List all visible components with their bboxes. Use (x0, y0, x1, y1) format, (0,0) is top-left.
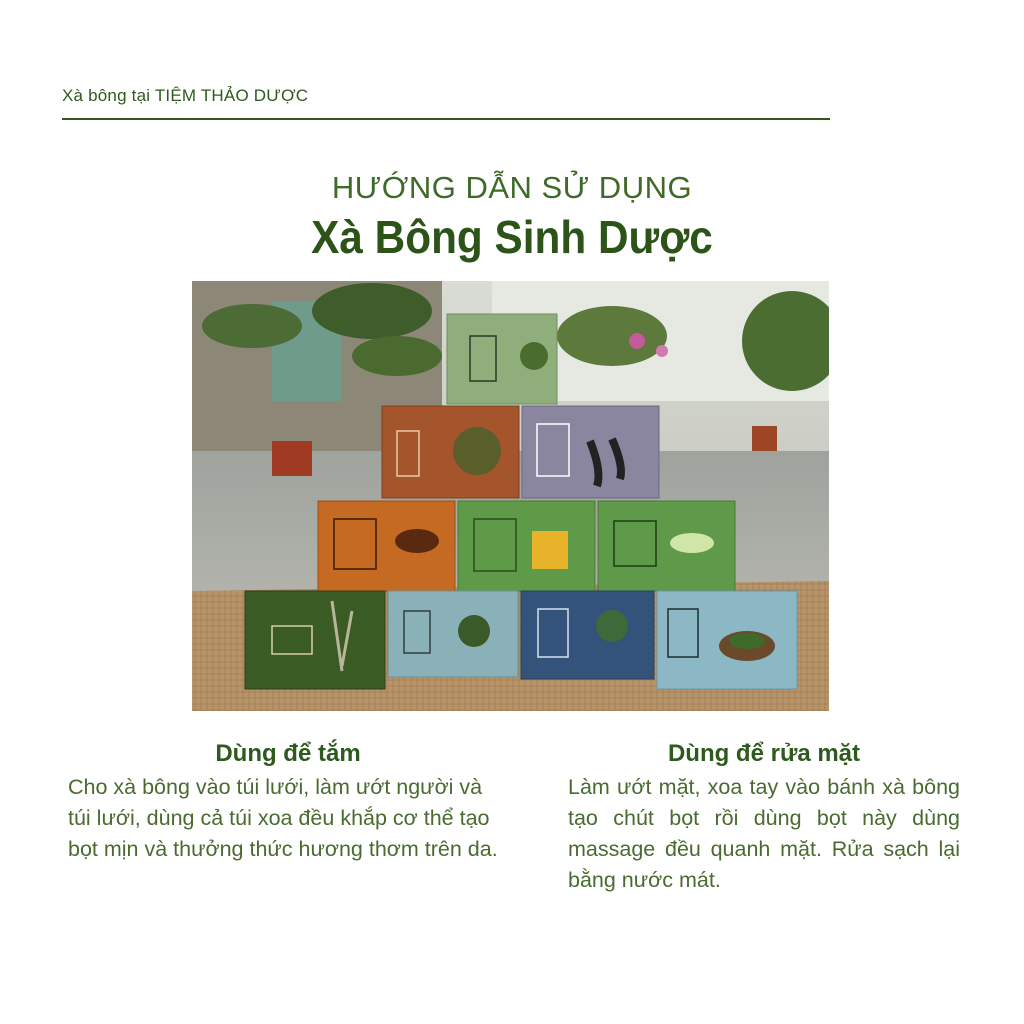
box-bo-ket (522, 406, 659, 498)
brand-header: Xà bông tại TIỆM THẢO DƯỢC (62, 86, 309, 105)
face-usage-title: Dùng để rửa mặt (667, 740, 861, 767)
product-photo (192, 281, 829, 711)
bath-usage-text: Cho xà bông vào túi lưới, làm ướt người và túi lưới, dùng cả túi xoa đều khắp cơ thể tạo bọt mịn và thưởng thức hương thơm trên da. (68, 775, 498, 861)
face-usage-text: Làm ướt mặt, xoa tay vào bánh xà bông tạo chút bọt rồi dùng bọt này dùng massage đều quanh mặt. Rửa sạch lại bằng nước mát. (568, 775, 960, 892)
bath-usage-section (68, 740, 508, 865)
box-tra (245, 591, 385, 689)
box-mat-ong (458, 501, 595, 591)
box-bac-ha (521, 591, 654, 679)
header-divider (62, 118, 830, 120)
box-muop-dang (598, 501, 735, 591)
page-subtitle: HƯỚNG DẪN SỬ DỤNG (331, 170, 693, 205)
bath-usage-title: Dùng để tắm (215, 740, 361, 767)
box-tia-to (388, 591, 518, 677)
page-title: Xà Bông Sinh Dược (311, 211, 713, 263)
box-chanh-sa (382, 406, 519, 498)
box-ca-phe-que (318, 501, 455, 591)
face-usage-section (568, 740, 960, 896)
box-herbal (657, 591, 797, 689)
box-chum-ngay-tra-xanh (447, 314, 557, 404)
